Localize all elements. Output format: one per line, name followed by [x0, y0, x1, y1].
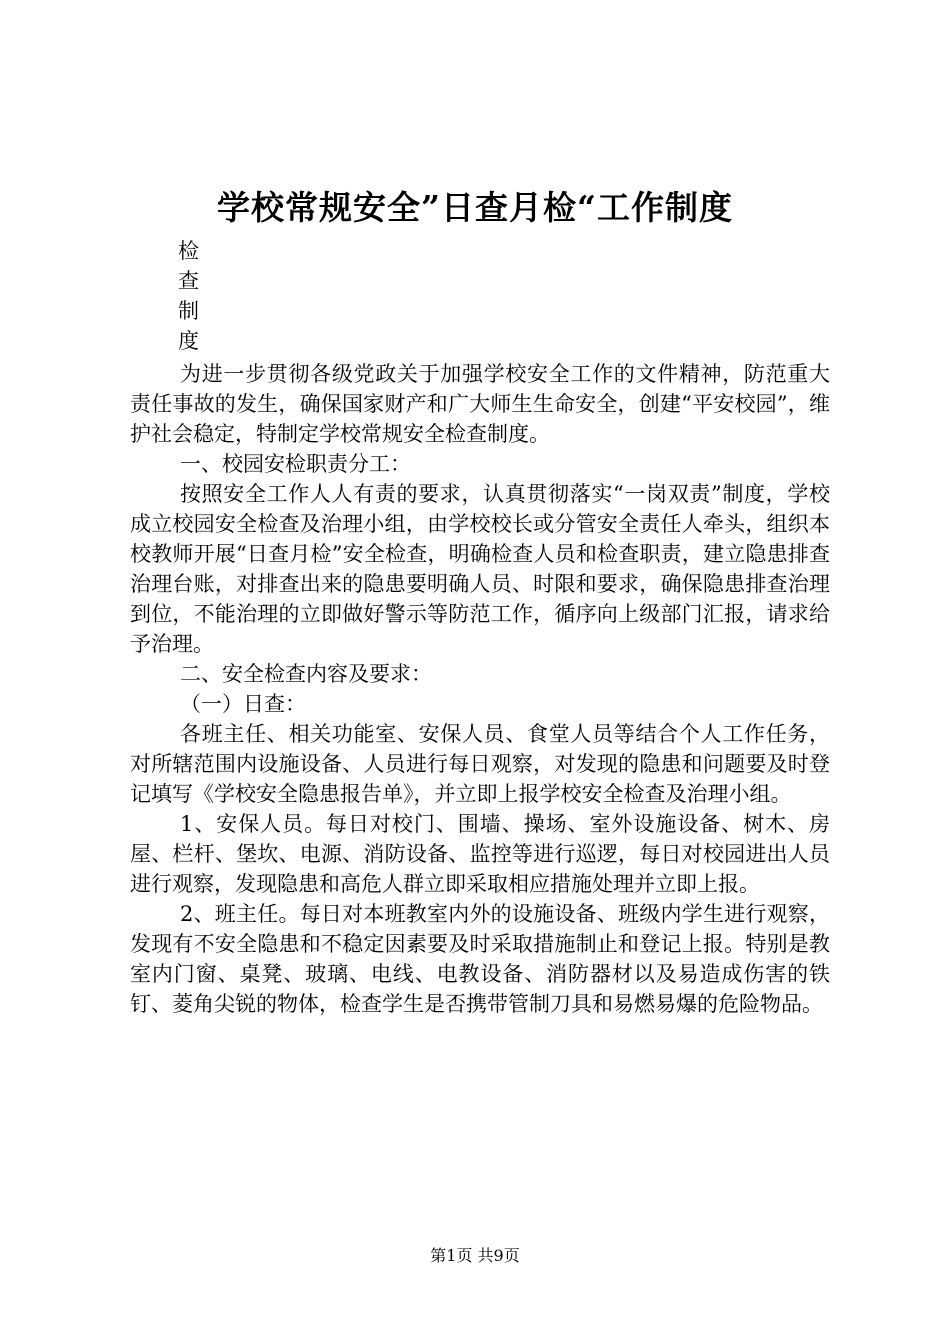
- paragraph-intro: 为进一步贯彻各级党政关于加强学校安全工作的文件精神，防范重大责任事故的发生，确保国家财产和广大师生生命安全，创建“平安校园”，维护社会稳定，特制定学校常规安全检查制度。: [130, 362, 830, 446]
- vertical-label-char: 检: [178, 239, 199, 263]
- paragraph-class-teacher: 2、班主任。每日对本班教室内外的设施设备、班级内学生进行观察，发现有不安全隐患和不稳定因素要及时采取措施制止和登记上报。特别是教室内门窗、桌凳、玻璃、电线、电教设备、消防器材以及易造成伤害的铁钉、菱角尖锐的物体，检查学生是否携带管制刀具和易燃易爆的危险物品。: [130, 902, 830, 1016]
- document-body: [130, 359, 830, 1019]
- page-footer: 第1页 共9页: [430, 1246, 520, 1265]
- vertical-label-char: 度: [178, 329, 199, 353]
- section-heading-1: 一、校园安检职责分工：: [180, 452, 411, 476]
- document-title: 学校常规安全”日查月检“工作制度: [217, 188, 733, 227]
- subsection-heading-daily: （一）日查：: [180, 692, 306, 716]
- vertical-label: [178, 236, 208, 356]
- paragraph-duties: 按照安全工作人人有责的要求，认真贯彻落实“一岗双责”制度，学校成立校园安全检查及治理小组，由学校校长或分管安全责任人牵头，组织本校教师开展“日查月检”安全检查，明确检查人员和检查职责，建立隐患排查治理台账，对排查出来的隐患要明确人员、时限和要求，确保隐患排查治理到位，不能治理的立即做好警示等防范工作，循序向上级部门汇报，请求给予治理。: [130, 482, 830, 656]
- paragraph-daily: 各班主任、相关功能室、安保人员、食堂人员等结合个人工作任务，对所辖范围内设施设备、人员进行每日观察，对发现的隐患和问题要及时登记填写《学校安全隐患报告单》，并立即上报学校安全检查及治理小组。: [130, 722, 830, 806]
- vertical-label-char: 查: [178, 269, 199, 293]
- section-heading-2: 二、安全检查内容及要求：: [180, 662, 432, 686]
- vertical-label-char: 制: [178, 299, 199, 323]
- paragraph-security-staff: 1、安保人员。每日对校门、围墙、操场、室外设施设备、树木、房屋、栏杆、堡坎、电源、消防设备、监控等进行巡逻，每日对校园进出人员进行观察，发现隐患和高危人群立即采取相应措施处理并立即上报。: [130, 812, 830, 896]
